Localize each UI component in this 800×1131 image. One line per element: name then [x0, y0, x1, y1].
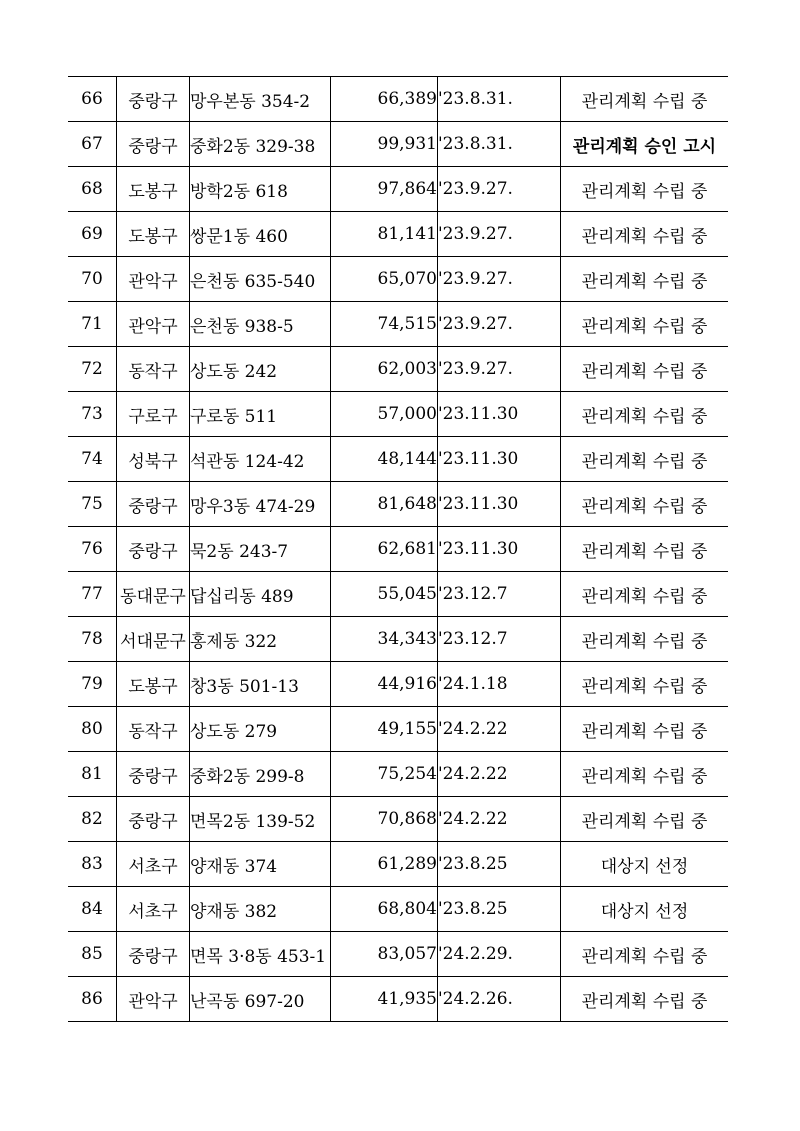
row-number-cell: 81 — [68, 752, 117, 797]
row-number-cell: 72 — [68, 347, 117, 392]
table-row — [68, 842, 728, 887]
row-number-cell: 78 — [68, 617, 117, 662]
status-cell: 관리계획 수립 중 — [561, 617, 729, 662]
table-row — [68, 977, 728, 1022]
area-value-cell: 97,864 — [331, 167, 438, 212]
district-cell: 동작구 — [117, 707, 190, 752]
status-cell: 관리계획 승인 고시 — [561, 122, 729, 167]
status-cell: 대상지 선정 — [561, 842, 729, 887]
designation-date-cell: '23.11.30 — [438, 527, 561, 572]
district-cell: 서초구 — [117, 842, 190, 887]
district-cell: 중랑구 — [117, 932, 190, 977]
area-value-cell: 61,289 — [331, 842, 438, 887]
table-body — [68, 77, 728, 1022]
address-cell: 상도동 242 — [190, 347, 331, 392]
address-cell: 양재동 382 — [190, 887, 331, 932]
designation-date-cell: '23.12.7 — [438, 617, 561, 662]
row-number-cell: 74 — [68, 437, 117, 482]
district-cell: 도봉구 — [117, 662, 190, 707]
area-value-cell: 65,070 — [331, 257, 438, 302]
row-number-cell: 71 — [68, 302, 117, 347]
area-value-cell: 48,144 — [331, 437, 438, 482]
row-number-cell: 77 — [68, 572, 117, 617]
designation-date-cell: '24.1.18 — [438, 662, 561, 707]
designation-date-cell: '23.9.27. — [438, 347, 561, 392]
area-value-cell: 83,057 — [331, 932, 438, 977]
status-cell: 관리계획 수립 중 — [561, 707, 729, 752]
district-cell: 중랑구 — [117, 122, 190, 167]
designation-date-cell: '24.2.29. — [438, 932, 561, 977]
status-cell: 관리계획 수립 중 — [561, 572, 729, 617]
area-value-cell: 49,155 — [331, 707, 438, 752]
district-cell: 관악구 — [117, 977, 190, 1022]
district-cell: 중랑구 — [117, 752, 190, 797]
address-cell: 망우3동 474-29 — [190, 482, 331, 527]
district-cell: 중랑구 — [117, 482, 190, 527]
district-cell: 중랑구 — [117, 77, 190, 122]
table-row — [68, 797, 728, 842]
area-value-cell: 68,804 — [331, 887, 438, 932]
site-list-table — [68, 76, 728, 1022]
row-number-cell: 76 — [68, 527, 117, 572]
address-cell: 상도동 279 — [190, 707, 331, 752]
designation-date-cell: '23.9.27. — [438, 302, 561, 347]
address-cell: 은천동 635-540 — [190, 257, 331, 302]
designation-date-cell: '23.8.25 — [438, 887, 561, 932]
status-cell: 관리계획 수립 중 — [561, 437, 729, 482]
table-row — [68, 77, 728, 122]
designation-date-cell: '23.12.7 — [438, 572, 561, 617]
table-row — [68, 347, 728, 392]
district-cell: 도봉구 — [117, 212, 190, 257]
row-number-cell: 75 — [68, 482, 117, 527]
table-row — [68, 302, 728, 347]
table-row — [68, 212, 728, 257]
table-row — [68, 932, 728, 977]
table-row — [68, 707, 728, 752]
designation-date-cell: '23.8.31. — [438, 77, 561, 122]
district-cell: 동대문구 — [117, 572, 190, 617]
row-number-cell: 66 — [68, 77, 117, 122]
area-value-cell: 34,343 — [331, 617, 438, 662]
address-cell: 묵2동 243-7 — [190, 527, 331, 572]
table-row — [68, 437, 728, 482]
district-cell: 관악구 — [117, 302, 190, 347]
district-cell: 서초구 — [117, 887, 190, 932]
area-value-cell: 66,389 — [331, 77, 438, 122]
address-cell: 망우본동 354-2 — [190, 77, 331, 122]
table-row — [68, 887, 728, 932]
designation-date-cell: '24.2.22 — [438, 752, 561, 797]
status-cell: 대상지 선정 — [561, 887, 729, 932]
status-cell: 관리계획 수립 중 — [561, 482, 729, 527]
address-cell: 면목2동 139-52 — [190, 797, 331, 842]
address-cell: 양재동 374 — [190, 842, 331, 887]
status-cell: 관리계획 수립 중 — [561, 167, 729, 212]
row-number-cell: 83 — [68, 842, 117, 887]
status-cell: 관리계획 수립 중 — [561, 932, 729, 977]
row-number-cell: 67 — [68, 122, 117, 167]
district-cell: 성북구 — [117, 437, 190, 482]
area-value-cell: 70,868 — [331, 797, 438, 842]
row-number-cell: 82 — [68, 797, 117, 842]
row-number-cell: 85 — [68, 932, 117, 977]
designation-date-cell: '23.9.27. — [438, 257, 561, 302]
designation-date-cell: '23.11.30 — [438, 437, 561, 482]
row-number-cell: 70 — [68, 257, 117, 302]
district-cell: 중랑구 — [117, 797, 190, 842]
status-cell: 관리계획 수립 중 — [561, 752, 729, 797]
designation-date-cell: '23.8.31. — [438, 122, 561, 167]
row-number-cell: 84 — [68, 887, 117, 932]
status-cell: 관리계획 수립 중 — [561, 527, 729, 572]
table-row — [68, 662, 728, 707]
table-row — [68, 572, 728, 617]
designation-date-cell: '23.11.30 — [438, 482, 561, 527]
designation-date-cell: '23.11.30 — [438, 392, 561, 437]
address-cell: 구로동 511 — [190, 392, 331, 437]
area-value-cell: 57,000 — [331, 392, 438, 437]
table-row — [68, 527, 728, 572]
row-number-cell: 69 — [68, 212, 117, 257]
status-cell: 관리계획 수립 중 — [561, 212, 729, 257]
address-cell: 방학2동 618 — [190, 167, 331, 212]
district-cell: 관악구 — [117, 257, 190, 302]
row-number-cell: 79 — [68, 662, 117, 707]
designation-date-cell: '24.2.22 — [438, 707, 561, 752]
address-cell: 중화2동 329-38 — [190, 122, 331, 167]
status-cell: 관리계획 수립 중 — [561, 392, 729, 437]
district-cell: 동작구 — [117, 347, 190, 392]
table-row — [68, 167, 728, 212]
address-cell: 난곡동 697-20 — [190, 977, 331, 1022]
table-row — [68, 752, 728, 797]
table-row — [68, 257, 728, 302]
address-cell: 창3동 501-13 — [190, 662, 331, 707]
area-value-cell: 81,141 — [331, 212, 438, 257]
status-cell: 관리계획 수립 중 — [561, 662, 729, 707]
table-row — [68, 617, 728, 662]
address-cell: 홍제동 322 — [190, 617, 331, 662]
designation-date-cell: '23.9.27. — [438, 167, 561, 212]
address-cell: 석관동 124-42 — [190, 437, 331, 482]
address-cell: 답십리동 489 — [190, 572, 331, 617]
designation-date-cell: '24.2.22 — [438, 797, 561, 842]
district-cell: 도봉구 — [117, 167, 190, 212]
status-cell: 관리계획 수립 중 — [561, 797, 729, 842]
address-cell: 중화2동 299-8 — [190, 752, 331, 797]
area-value-cell: 41,935 — [331, 977, 438, 1022]
address-cell: 쌍문1동 460 — [190, 212, 331, 257]
status-cell: 관리계획 수립 중 — [561, 977, 729, 1022]
area-value-cell: 75,254 — [331, 752, 438, 797]
row-number-cell: 68 — [68, 167, 117, 212]
area-value-cell: 74,515 — [331, 302, 438, 347]
table-row — [68, 122, 728, 167]
designation-date-cell: '23.8.25 — [438, 842, 561, 887]
row-number-cell: 86 — [68, 977, 117, 1022]
address-cell: 면목 3·8동 453-1 — [190, 932, 331, 977]
district-cell: 중랑구 — [117, 527, 190, 572]
area-value-cell: 44,916 — [331, 662, 438, 707]
district-cell: 구로구 — [117, 392, 190, 437]
area-value-cell: 62,681 — [331, 527, 438, 572]
area-value-cell: 62,003 — [331, 347, 438, 392]
status-cell: 관리계획 수립 중 — [561, 257, 729, 302]
designation-date-cell: '23.9.27. — [438, 212, 561, 257]
row-number-cell: 80 — [68, 707, 117, 752]
table-row — [68, 392, 728, 437]
status-cell: 관리계획 수립 중 — [561, 302, 729, 347]
area-value-cell: 81,648 — [331, 482, 438, 527]
designation-date-cell: '24.2.26. — [438, 977, 561, 1022]
status-cell: 관리계획 수립 중 — [561, 77, 729, 122]
address-cell: 은천동 938-5 — [190, 302, 331, 347]
district-cell: 서대문구 — [117, 617, 190, 662]
row-number-cell: 73 — [68, 392, 117, 437]
table-row — [68, 482, 728, 527]
status-cell: 관리계획 수립 중 — [561, 347, 729, 392]
area-value-cell: 99,931 — [331, 122, 438, 167]
area-value-cell: 55,045 — [331, 572, 438, 617]
